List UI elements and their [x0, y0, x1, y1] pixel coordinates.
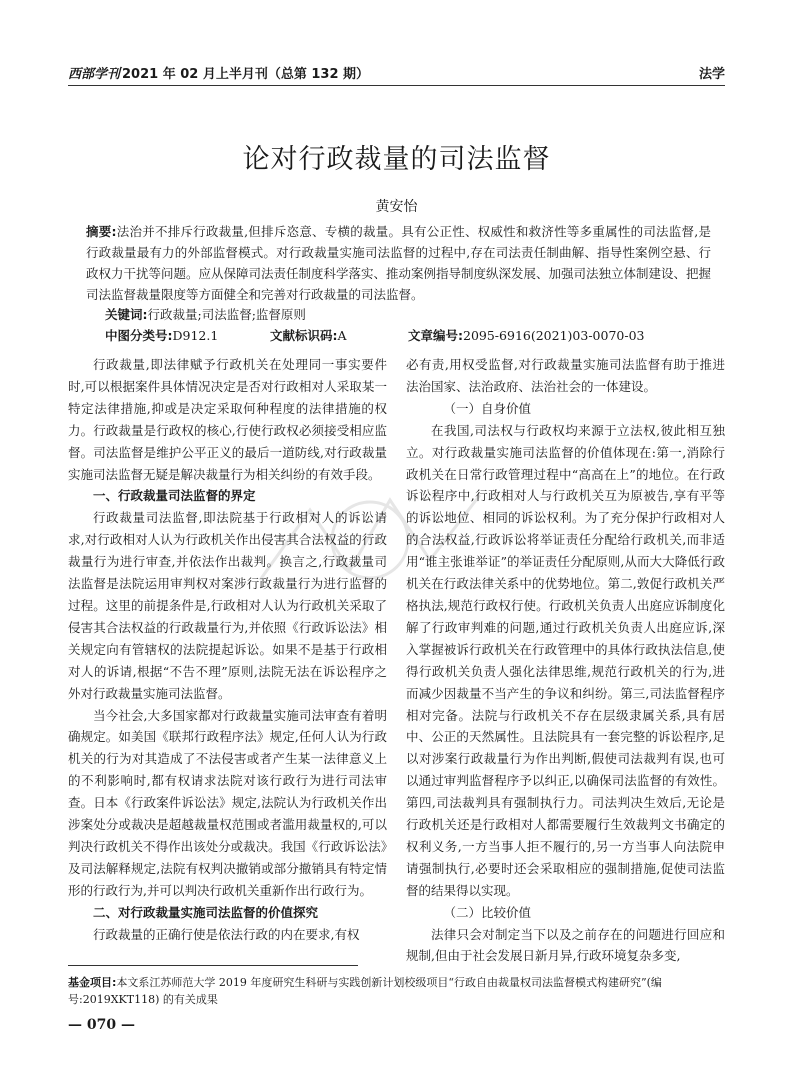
footnote-text: 本文系江苏师范大学 2019 年度研究生科研与实践创新计划校级项目“行政自由裁量权司法监督模式构建研究”(编号:2019XKT118) 的有关成果 [68, 976, 662, 1006]
journal-issue: 2021 年 02 月上半月刊（总第 132 期） [122, 67, 370, 82]
paragraph: 法律只会对制定当下以及之前存在的问题进行回应和规制,但由于社会发展日新月异,行政环境复杂多变, [406, 926, 725, 964]
footnote-label: 基金项目: [68, 976, 117, 989]
abstract [86, 221, 711, 305]
keywords-text: 行政裁量;司法监督;监督原则 [147, 307, 306, 322]
right-column [406, 354, 725, 967]
abstract-label: 摘要: [86, 224, 117, 239]
section-heading: 二、对行政裁量实施司法监督的价值探究 [93, 904, 319, 920]
footnote-divider [68, 965, 358, 966]
paragraph: 行政裁量司法监督,即法院基于行政相对人的诉讼请求,对行政相对人认为行政机关作出侵害其合法权益的行政裁量行为进行审查,并依法作出裁判。换言之,行政裁量司法监督是法院运用审判权对案涉行政裁量行为进行监督的过程。这里的前提条件是,行政相对人认为行政机关采取了侵害其合法权益的行政裁量行为,并依照《行政诉讼法》相关规定向有管辖权的法院提起诉讼。如果不是基于行政相对人的诉请,根据“不告不理”原则,法院无法在诉讼程序之外对行政裁量实施司法监督。 [68, 510, 387, 701]
article-number-value: 2095-6916(2021)03-0070-03 [463, 328, 645, 343]
document-code [270, 326, 347, 344]
keywords-label: 关键词: [105, 307, 148, 322]
paragraph: 行政裁量,即法律赋予行政机关在处理同一事实要件时,可以根据案件具体情况决定是否对行政相对人采取某一特定法律措施,抑或是决定采取何种程度的法律措施的权力。行政裁量是行政权的核心,行使行政权必须接受相应监督。司法监督是维护公平正义的最后一道防线,对行政裁量实施司法监督无疑是解决裁量行为相关纠纷的有效手段。 [68, 357, 387, 482]
header-divider [68, 85, 725, 86]
document-code-label: 文献标识码: [270, 328, 338, 343]
section-label: 法学 [698, 67, 725, 82]
keywords [105, 305, 306, 323]
journal-brand: 西部学刊 [68, 67, 121, 82]
article-author: 黄安怡 [375, 199, 418, 215]
article-number [408, 326, 644, 344]
footnote [68, 974, 725, 1008]
section-heading: （一）自身价值 [443, 400, 532, 416]
paragraph: 在我国,司法权与行政权均来源于立法权,彼此相互独立。对行政裁量实施司法监督的价值体现在:第一,消除行政机关在日常行政管理过程中“高高在上”的地位。在行政诉讼程序中,行政相对人与行政机关互为原被告,享有平等的诉讼地位、相同的诉讼权利。为了充分保护行政相对人的合法权益,行政诉讼将举证责任分配给行政机关,而非适用“谁主张谁举证”的举证责任分配原则,从而大大降低行政机关在行政法律关系中的优势地位。第二,敦促行政机关严格执法,规范行政权行使。行政机关负责人出庭应诉制度化解了行政审判难的问题,通过行政机关负责人出庭应诉,深入掌握被诉行政机关在行政管理中的具体行政执法信息,使得行政机关负责人强化法律思维,规范行政机关的行为,进而减少因裁量不当产生的争议和纠纷。第三,司法监督程序相对完备。法院与行政机关不存在层级隶属关系,具有居中、公正的天然属性。且法院具有一套完整的诉讼程序,足以对涉案行政裁量行为作出判断,假使司法裁判有误,也可以通过审判监督程序予以纠正,以确保司法监督的有效性。第四,司法裁判具有强制执行力。司法判决生效后,无论是行政机关还是行政相对人都需要履行生效裁判文书确定的权利义务,一方当事人拒不履行的,另一方当事人向法院申请强制执行,必要时还会采取相应的强制措施,促使司法监督的结果得以实现。 [406, 422, 725, 898]
left-column [68, 354, 387, 945]
section-heading: 一、行政裁量司法监督的界定 [93, 488, 256, 504]
page-number: — 070 — [68, 1017, 135, 1033]
document-code-value: A [337, 328, 347, 343]
paragraph: 行政裁量的正确行使是依法行政的内在要求,有权 [93, 926, 360, 942]
section-heading: （二）比较价值 [443, 904, 532, 920]
clc-label: 中图分类号: [105, 328, 173, 343]
clc-value: D912.1 [172, 328, 219, 343]
paragraph: 必有责,用权受监督,对行政裁量实施司法监督有助于推进法治国家、法治政府、法治社会的一体建设。 [406, 357, 725, 394]
journal-header [68, 63, 369, 82]
abstract-text: 法治并不排斥行政裁量,但排斥恣意、专横的裁量。具有公正性、权威性和救济性等多重属性的司法监督,是行政裁量最有力的外部监督模式。对行政裁量实施司法监督的过程中,存在司法责任制曲解、指导性案例空悬、行政权力干扰等问题。应从保障司法责任制度科学落实、推动案例指导制度纵深发展、加强司法独立体制建设、把握司法监督裁量限度等方面健全和完善对行政裁量的司法监督。 [86, 224, 712, 302]
article-number-label: 文章编号: [408, 328, 463, 343]
paragraph: 当今社会,大多国家都对行政裁量实施司法审查有着明确规定。如美国《联邦行政程序法》规定,任何人认为行政机关的行为对其造成了不法侵害或者产生某一法律意义上的不利影响时,都有权请求法院对该行政行为进行司法审查。日本《行政案件诉讼法》规定,法院认为行政机关作出涉案处分或裁决是超越裁量权范围或者滥用裁量权的,可以判决行政机关不得作出该处分或裁决。我国《行政诉讼法》及司法解释规定,法院有权判决撤销或部分撤销具有特定情形的行政行为,并可以判决行政机关重新作出行政行为。 [68, 707, 387, 898]
clc-number [105, 326, 218, 344]
article-title: 论对行政裁量的司法监督 [242, 144, 551, 175]
